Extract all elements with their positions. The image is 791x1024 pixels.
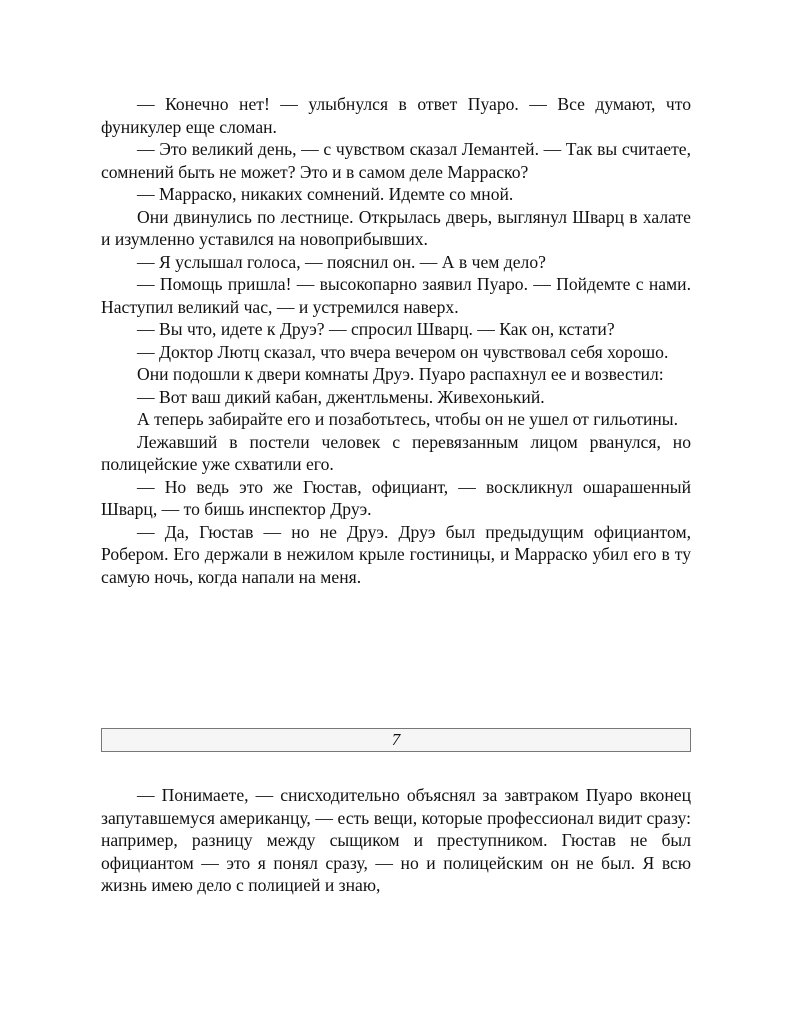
chapter-heading — [101, 728, 691, 752]
paragraph: — Я услышал голоса, — пояснил он. — А в чем дело? — [137, 251, 546, 272]
text-block-bottom — [101, 784, 691, 897]
paragraph: А теперь забирайте его и позаботьтесь, чтобы он не ушел от гильотины. — [137, 409, 679, 429]
text-block-top — [101, 93, 691, 588]
paragraph: — Да, Гюстав — но не Друэ. Друэ был предыдущим официантом, Робером. Его держали в нежилом крыле гостиницы, и Марраско убил его в ту самую ночь, когда напали на меня. — [101, 521, 691, 587]
paragraph: — Понимаете, — снисходительно объяснял за завтраком Пуаро вконец запутавшемуся американцу, — есть вещи, которые профессионал видит сразу: например, разницу между сыщиком и преступником. Гюстав не был официантом — это я понял сразу, — но и полицейским он не был. Я всю жизнь имею дело с полицией и знаю, — [101, 785, 691, 895]
paragraph: Они подошли к двери комнаты Друэ. Пуаро распахнул ее и возвестил: — [137, 364, 664, 384]
paragraph: — Вот ваш дикий кабан, джентльмены. Живехонький. — [137, 386, 545, 407]
paragraph: — Помощь пришла! — высокопарно заявил Пуаро. — Пойдемте с нами. Наступил великий час, — и устремился наверх. — [101, 274, 691, 317]
paragraph: Они двинулись по лестнице. Открылась дверь, выглянул Шварц в халате и изумленно уставился на новоприбывших. — [101, 206, 691, 249]
paragraph: — Марраско, никаких сомнений. Идемте со мной. — [137, 184, 514, 204]
paragraph: — Доктор Лютц сказал, что вчера вечером он чувствовал себя хорошо. — [137, 341, 669, 362]
paragraph: — Но ведь это же Гюстав, официант, — воскликнул ошарашенный Шварц, — то бишь инспектор Друэ. — [101, 476, 691, 519]
paragraph: — Вы что, идете к Друэ? — спросил Шварц. — Как он, кстати? — [137, 319, 615, 339]
paragraph: Лежавший в постели человек с перевязанным лицом рванулся, но полицейские уже схватили его. — [101, 431, 691, 474]
paragraph: — Это великий день, — с чувством сказал Лемантей. — Так вы считаете, сомнений быть не может? Это и в самом деле Марраско? — [101, 139, 691, 182]
chapter-number: 7 — [391, 730, 401, 749]
paragraph: — Конечно нет! — улыбнулся в ответ Пуаро. — Все думают, что фуникулер еще сломан. — [101, 94, 691, 137]
